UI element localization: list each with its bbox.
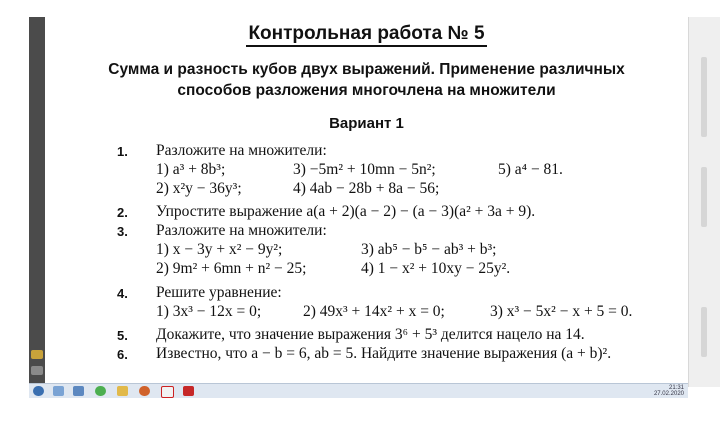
task-3-item-4: 4) 1 − x² + 10xy − 25y². (361, 260, 511, 277)
scrollbar-track-mark (701, 307, 707, 357)
title-text: Контрольная работа № 5 (246, 23, 486, 47)
left-sidebar (29, 17, 45, 387)
explorer-icon[interactable] (53, 386, 64, 396)
document-page (45, 17, 688, 387)
pdf-icon[interactable] (183, 386, 194, 396)
page-title (45, 23, 688, 45)
task-3-item-2: 2) 9m² + 6mn + n² − 25; (156, 260, 307, 277)
yandex-icon[interactable] (161, 386, 174, 398)
task-2-text: Упростите выражение a(a + 2)(a − 2) − (a − 3)(a² + 3a + 9). (156, 203, 536, 220)
scrollbar-thumb[interactable] (701, 57, 707, 137)
variant-heading: Вариант 1 (329, 115, 404, 132)
chrome-icon[interactable] (95, 386, 106, 396)
task-number: 2. (117, 205, 128, 220)
pin-icon[interactable] (31, 366, 43, 375)
task-number: 4. (117, 286, 128, 301)
firefox-icon[interactable] (139, 386, 150, 396)
subtitle-line-2: способов разложения многочлена на множители (177, 82, 556, 99)
task-4-text: Решите уравнение: (156, 284, 282, 301)
task-number: 1. (117, 144, 128, 159)
task-6-text: Известно, что a − b = 6, ab = 5. Найдите значение выражения (a + b)². (156, 345, 612, 362)
scrollbar[interactable] (688, 17, 720, 387)
task-1-item-1: 1) a³ + 8b³; (156, 161, 226, 178)
folder-icon[interactable] (117, 386, 128, 396)
task-number: 6. (117, 347, 128, 362)
task-3-item-3: 3) ab⁵ − b⁵ − ab³ + b³; (361, 241, 497, 258)
date: 27.02.2020 (653, 391, 684, 397)
scrollbar-track-mark (701, 167, 707, 227)
task-4-item-1: 1) 3x³ − 12x = 0; (156, 303, 262, 320)
task-1-item-3: 3) −5m² + 10mn − 5n²; (293, 161, 436, 178)
task-number: 5. (117, 328, 128, 343)
page-subtitle (105, 59, 628, 101)
start-icon[interactable] (33, 386, 44, 396)
task-1-text: Разложите на множители: (156, 142, 327, 159)
folder-icon[interactable] (31, 350, 43, 359)
task-5-text: Докажите, что значение выражения 3⁶ + 5³ делится нацело на 14. (156, 326, 585, 343)
task-1-item-4: 4) 4ab − 28b + 8a − 56; (293, 180, 440, 197)
task-1-item-2: 2) x²y − 36y³; (156, 180, 242, 197)
subtitle-line-1: Сумма и разность кубов двух выражений. Применение различных (108, 61, 625, 78)
task-3-item-1: 1) x − 3y + x² − 9y²; (156, 241, 283, 258)
task-4-item-3: 3) x³ − 5x² − x + 5 = 0. (490, 303, 633, 320)
clock: 21:31 (668, 385, 684, 391)
task-4-item-2: 2) 49x³ + 14x² + x = 0; (303, 303, 445, 320)
task-number: 3. (117, 224, 128, 239)
task-1-item-5: 5) a⁴ − 81. (498, 161, 563, 178)
task-3-text: Разложите на множители: (156, 222, 327, 239)
system-tray[interactable] (654, 385, 684, 397)
taskbar (29, 383, 688, 398)
media-icon[interactable] (73, 386, 84, 396)
